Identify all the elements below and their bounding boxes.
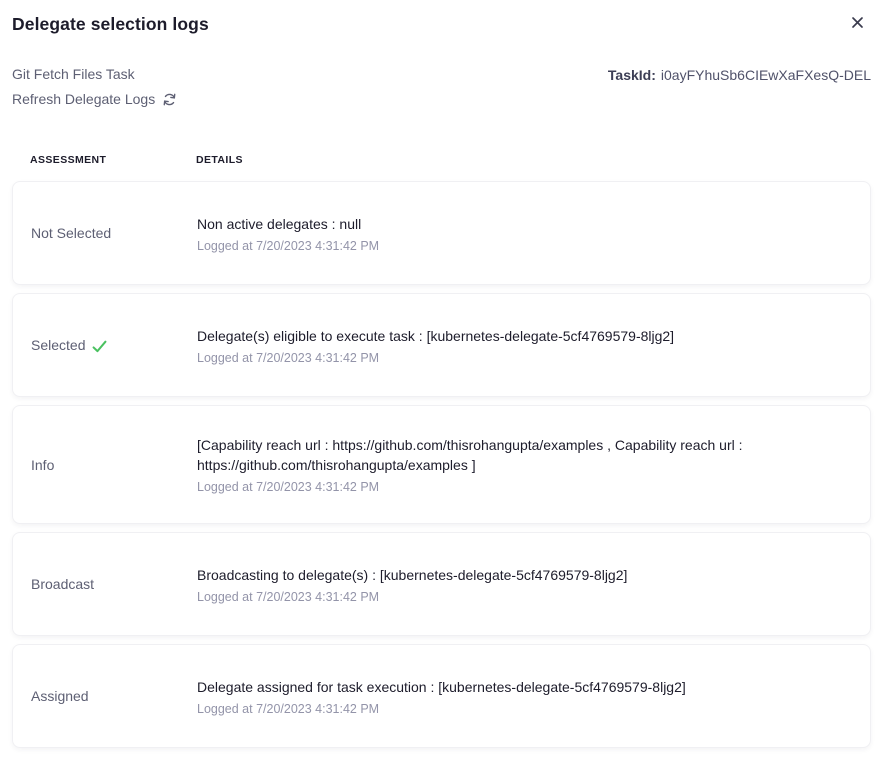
table-row: [12, 293, 871, 397]
logged-at-timestamp: Logged at 7/20/2023 4:31:42 PM: [197, 701, 380, 716]
check-icon: [92, 340, 107, 353]
task-id: [608, 66, 871, 83]
log-rows: [12, 181, 871, 748]
detail-text: [Capability reach url : https://github.com/thisrohangupta/examples , Capability reach url : https://github.com/thisrohangupta/examples ]: [197, 437, 743, 473]
table-row: [12, 532, 871, 636]
detail-text: Delegate assigned for task execution : [kubernetes-delegate-5cf4769579-8ljg2]: [197, 678, 686, 695]
detail-text: Non active delegates : null: [197, 215, 362, 232]
assessment-label: Assigned: [31, 688, 89, 704]
column-header-details: DETAILS: [196, 154, 243, 166]
column-header-assessment: ASSESSMENT: [30, 154, 107, 166]
assessment-text: Selected: [31, 337, 86, 353]
refresh-icon: [162, 92, 177, 107]
table-row: [12, 405, 871, 524]
task-meta-left: [12, 66, 177, 107]
logged-at-timestamp: Logged at 7/20/2023 4:31:42 PM: [197, 589, 380, 604]
task-id-value: i0ayFYhuSb6CIEwXaFXesQ-DEL: [660, 67, 871, 83]
refresh-label: Refresh Delegate Logs: [12, 91, 156, 107]
detail-text: Delegate(s) eligible to execute task : [kubernetes-delegate-5cf4769579-8ljg2]: [197, 327, 675, 344]
task-name: Git Fetch Files Task: [12, 66, 135, 82]
logged-at-timestamp: Logged at 7/20/2023 4:31:42 PM: [197, 238, 380, 253]
table-row: [12, 644, 871, 748]
details-cell: [197, 214, 822, 253]
close-button[interactable]: [844, 12, 870, 38]
task-id-label: TaskId:: [607, 67, 656, 83]
refresh-delegate-logs-button[interactable]: [12, 91, 177, 107]
assessment-label: Info: [31, 456, 55, 473]
details-cell: [197, 435, 822, 494]
detail-text: Broadcasting to delegate(s) : [kubernetes-delegate-5cf4769579-8ljg2]: [197, 566, 628, 583]
page-title: Delegate selection logs: [12, 14, 209, 34]
task-meta: [12, 66, 871, 107]
table-row: [12, 181, 871, 285]
details-cell: [197, 565, 822, 604]
modal-header: [12, 12, 871, 38]
logged-at-timestamp: Logged at 7/20/2023 4:31:42 PM: [197, 350, 380, 365]
table-header: [12, 154, 871, 166]
details-cell: [197, 677, 822, 716]
assessment-label: [31, 337, 197, 353]
close-icon: [850, 15, 865, 35]
assessment-label: Broadcast: [31, 576, 95, 592]
assessment-label: Not Selected: [31, 225, 112, 241]
logged-at-timestamp: Logged at 7/20/2023 4:31:42 PM: [197, 480, 380, 494]
details-cell: [197, 326, 822, 365]
